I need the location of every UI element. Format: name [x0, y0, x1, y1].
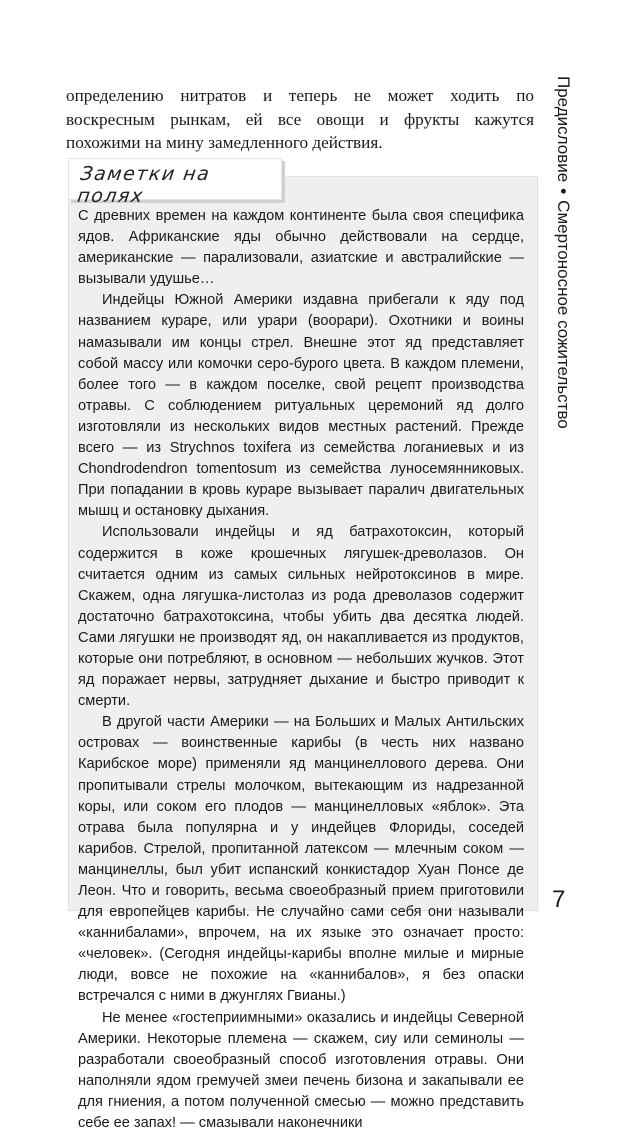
sidebar-paragraph: Индейцы Южной Америки издавна прибегали к яду под названием кураре, или урари (воорари). Охотники и воины намазывали им концы стрел. Внешне этот яд представляет собой массу или комочки серо-бурого цвета. В каждом племени, более того — в каждом поселке, свой рецепт производства отравы. С соблюдением ритуальных церемоний яд долго изготовляли из нескольких видов местных растений. Прежде всего — из Strychnos toxifera из семейства логаниевых и из Chondrodendron tomentosum из семейства луносемянниковых. При попадании в кровь кураре вызывает паралич двигательных мышц и остановку дыхания.: [78, 292, 524, 520]
running-head-bullet: •: [554, 188, 573, 195]
sidebar-text: [78, 206, 524, 1134]
sidebar-title-label: [68, 158, 282, 207]
sidebar-paragraph: С древних времен на каждом континенте была своя специфика ядов. Африканские яды обычно действовали на сердце, американские — парализовали, азиатские и австралийские — вызывали удушье…: [78, 208, 524, 288]
sidebar-paragraph: Использовали индейцы и яд батрахотоксин, который содержится в коже крошечных лягушек-древолазов. Он считается одним из самых сильных нейротоксинов в мире. Скажем, одна лягушка-листолаз из рода древолазов содержит достаточно батрахотоксина, чтобы убить два десятка людей. Сами лягушки не производят яд, он накапливается из продуктов, которые они потребляют, в основном — небольших жучков. Этот яд поражает нервы, затрудняет дыхание и быстро приводит к смерти.: [78, 524, 524, 710]
sidebar-paragraph: В другой части Америки — на Больших и Малых Антильских островах — воинственные карибы (в честь них названо Карибское море) применяли яд манцинеллового дерева. Они пропитывали стрелы молочком, вытекающим из надрезанной коры, или соком его плодов — манцинелловых «яблок». Эта отрава была популярна и у индейцев Флориды, соседей карибов. Стрелой, пропитанной латексом — млечным соком — манцинеллы, был убит испанский конкистадор Хуан Понсе де Леон. Что и говорить, весьма своеобразный прием приготовили для европейцев карибы. Не случайно сами себя они называли «каннибалами», впрочем, на их языке это означает просто: «человек». (Сегодня индейцы-карибы вполне милые и мирные люди, вовсе не похожие на «каннибалов», я без опаски встречался с ними в джунглях Гвианы.): [78, 714, 524, 1005]
sidebar-title: Заметки на полях: [75, 163, 212, 207]
page-number: 7: [552, 886, 566, 913]
running-head-section: Предисловие: [554, 76, 573, 183]
running-head-chapter: Смертоносное сожительство: [554, 200, 573, 429]
running-head: [544, 76, 584, 496]
intro-paragraph: определению нитратов и теперь не может ходить по воскресным рынкам, ей все овощи и фрукты кажутся похожими на мину замедленного действия.: [66, 86, 534, 152]
sidebar-paragraph: Не менее «гостеприимными» оказались и индейцы Северной Америки. Некоторые племена — скажем, сиу или семинолы — разработали своеобразный способ изготовления отравы. Они наполняли ядом гремучей змеи печень бизона и закапывали ее для гниения, а потом полученной смесью — можно представить себе ее запах! — смазывали наконечники: [78, 1009, 524, 1132]
